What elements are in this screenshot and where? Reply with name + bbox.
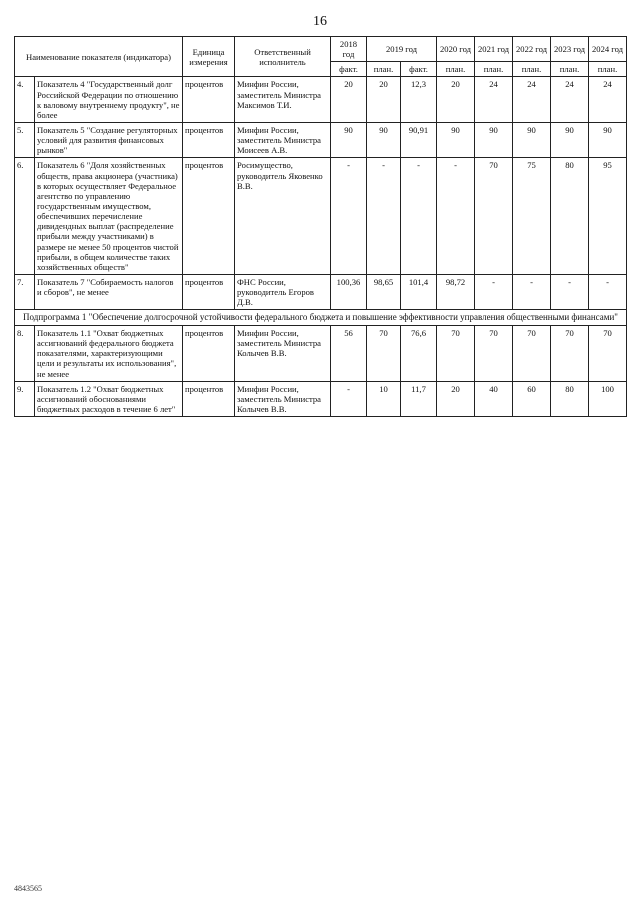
subprogram-title: Подпрограмма 1 "Обеспечение долгосрочной устойчивости федерального бюджета и повышение эффективности управления общественными финансами" — [15, 310, 627, 326]
value-2019-plan: 10 — [367, 381, 401, 416]
header-year-2020: 2020 год — [437, 37, 475, 62]
header-unit: Единица измерения — [183, 37, 235, 77]
table-row — [15, 381, 627, 416]
header-2020-plan: план. — [437, 62, 475, 77]
header-year-2018: 2018 год — [331, 37, 367, 62]
value-2018-fact: 90 — [331, 122, 367, 157]
row-number: 8. — [15, 325, 35, 381]
value-2022-plan: - — [513, 274, 551, 309]
value-2021-plan: 40 — [475, 381, 513, 416]
value-2020-plan: - — [437, 158, 475, 275]
responsible-cell: Росимущество, руководитель Яковенко В.В. — [235, 158, 331, 275]
value-2024-plan: 90 — [589, 122, 627, 157]
value-2021-plan: 90 — [475, 122, 513, 157]
header-2021-plan: план. — [475, 62, 513, 77]
header-year-2024: 2024 год — [589, 37, 627, 62]
value-2022-plan: 90 — [513, 122, 551, 157]
value-2023-plan: 90 — [551, 122, 589, 157]
value-2019-fact: - — [401, 158, 437, 275]
value-2023-plan: 80 — [551, 158, 589, 275]
value-2018-fact: - — [331, 158, 367, 275]
value-2018-fact: - — [331, 381, 367, 416]
responsible-cell: Минфин России, заместитель Министра Максимов Т.И. — [235, 77, 331, 123]
unit-cell: процентов — [183, 381, 235, 416]
indicator-name: Показатель 5 "Создание регуляторных условий для развития финансовых рынков" — [35, 122, 183, 157]
value-2019-plan: 98,65 — [367, 274, 401, 309]
row-number: 6. — [15, 158, 35, 275]
header-2019-fact: факт. — [401, 62, 437, 77]
table-body — [15, 77, 627, 417]
indicator-name: Показатель 7 "Собираемость налогов и сборов", не менее — [35, 274, 183, 309]
header-year-2019: 2019 год — [367, 37, 437, 62]
value-2019-fact: 11,7 — [401, 381, 437, 416]
subprogram-row — [15, 310, 627, 326]
responsible-cell: Минфин России, заместитель Министра Колычев В.В. — [235, 381, 331, 416]
value-2020-plan: 20 — [437, 77, 475, 123]
value-2022-plan: 60 — [513, 381, 551, 416]
value-2023-plan: - — [551, 274, 589, 309]
header-2024-plan: план. — [589, 62, 627, 77]
value-2020-plan: 90 — [437, 122, 475, 157]
value-2023-plan: 70 — [551, 325, 589, 381]
value-2021-plan: 24 — [475, 77, 513, 123]
row-number: 7. — [15, 274, 35, 309]
unit-cell: процентов — [183, 122, 235, 157]
document-code: 4843565 — [14, 884, 42, 893]
value-2024-plan: - — [589, 274, 627, 309]
header-2018-fact: факт. — [331, 62, 367, 77]
value-2020-plan: 20 — [437, 381, 475, 416]
value-2019-fact: 12,3 — [401, 77, 437, 123]
row-number: 5. — [15, 122, 35, 157]
responsible-cell: Минфин России, заместитель Министра Колычев В.В. — [235, 325, 331, 381]
page-number: 16 — [313, 14, 327, 29]
value-2022-plan: 70 — [513, 325, 551, 381]
value-2023-plan: 24 — [551, 77, 589, 123]
responsible-cell: Минфин России, заместитель Министра Моисеев А.В. — [235, 122, 331, 157]
table-row — [15, 274, 627, 309]
header-2023-plan: план. — [551, 62, 589, 77]
table-row — [15, 122, 627, 157]
value-2019-fact: 90,91 — [401, 122, 437, 157]
table-row — [15, 325, 627, 381]
value-2019-plan: 20 — [367, 77, 401, 123]
value-2020-plan: 98,72 — [437, 274, 475, 309]
unit-cell: процентов — [183, 158, 235, 275]
value-2019-plan: 70 — [367, 325, 401, 381]
header-year-2021: 2021 год — [475, 37, 513, 62]
indicator-name: Показатель 1.1 "Охват бюджетных ассигнований федерального бюджета показателями, характеризующими цели и результаты их использования", не менее — [35, 325, 183, 381]
value-2019-fact: 101,4 — [401, 274, 437, 309]
indicator-name: Показатель 1.2 "Охват бюджетных ассигнований обоснованиями бюджетных расходов в течение 6 лет" — [35, 381, 183, 416]
unit-cell: процентов — [183, 77, 235, 123]
value-2020-plan: 70 — [437, 325, 475, 381]
header-responsible: Ответственный исполнитель — [235, 37, 331, 77]
value-2024-plan: 24 — [589, 77, 627, 123]
indicators-table — [14, 36, 627, 417]
row-number: 9. — [15, 381, 35, 416]
value-2024-plan: 95 — [589, 158, 627, 275]
value-2018-fact: 20 — [331, 77, 367, 123]
table-header — [15, 37, 627, 77]
value-2021-plan: - — [475, 274, 513, 309]
responsible-cell: ФНС России, руководитель Егоров Д.В. — [235, 274, 331, 309]
value-2024-plan: 100 — [589, 381, 627, 416]
value-2021-plan: 70 — [475, 158, 513, 275]
indicator-name: Показатель 6 "Доля хозяйственных обществ, права акционера (участника) в которых осуществляет Федеральное агентство по управлению государственным имуществом, обеспечивших перечисление дивидендных выплат (распределение прибыли между участниками) в размере не менее 50 процентов чистой прибыли, в общем количестве таких хозяйственных обществ" — [35, 158, 183, 275]
row-number: 4. — [15, 77, 35, 123]
value-2023-plan: 80 — [551, 381, 589, 416]
header-2019-plan: план. — [367, 62, 401, 77]
unit-cell: процентов — [183, 274, 235, 309]
value-2024-plan: 70 — [589, 325, 627, 381]
header-name: Наименование показателя (индикатора) — [15, 37, 183, 77]
value-2021-plan: 70 — [475, 325, 513, 381]
table-row — [15, 158, 627, 275]
value-2022-plan: 75 — [513, 158, 551, 275]
value-2019-fact: 76,6 — [401, 325, 437, 381]
header-year-2023: 2023 год — [551, 37, 589, 62]
value-2019-plan: - — [367, 158, 401, 275]
table-row — [15, 77, 627, 123]
value-2019-plan: 90 — [367, 122, 401, 157]
value-2018-fact: 100,36 — [331, 274, 367, 309]
unit-cell: процентов — [183, 325, 235, 381]
value-2022-plan: 24 — [513, 77, 551, 123]
indicator-name: Показатель 4 "Государственный долг Российской Федерации по отношению к валовому внутреннему продукту", не более — [35, 77, 183, 123]
header-year-2022: 2022 год — [513, 37, 551, 62]
value-2018-fact: 56 — [331, 325, 367, 381]
header-2022-plan: план. — [513, 62, 551, 77]
